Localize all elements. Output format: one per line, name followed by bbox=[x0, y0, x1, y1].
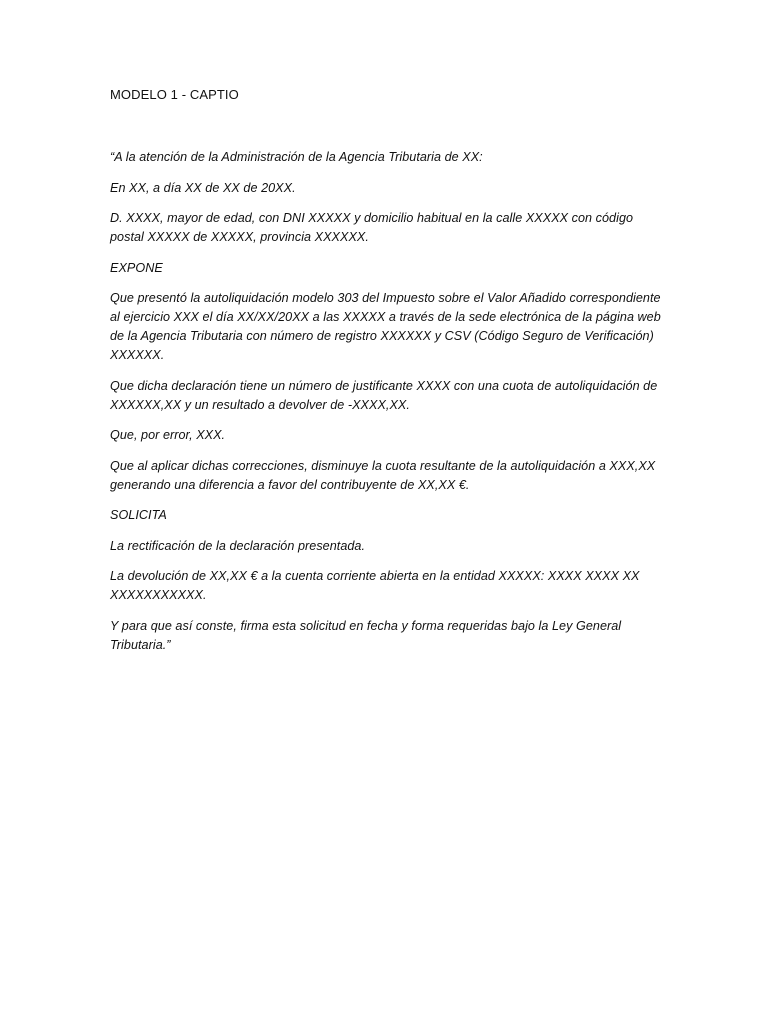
section-heading-expone: EXPONE bbox=[110, 260, 163, 275]
place-date: En XX, a día XX de XX de 20XX. bbox=[110, 180, 296, 195]
request-rectification: La rectificación de la declaración presentada. bbox=[110, 538, 366, 553]
statement-justificante: Que dicha declaración tiene un número de justificante XXXX con una cuota de autoliquidación de XXXXXX,XX y un resultado a devolver de -XXXX,XX. bbox=[110, 378, 658, 412]
statement-submission: Que presentó la autoliquidación modelo 303 del Impuesto sobre el Valor Añadido correspondiente al ejercicio XXX el día XX/XX/20XX a las XXXXX a través de la sede electrónica de la página web de la Agencia Tributaria con número de registro XXXXXX y CSV (Código Seguro de Verificación) XXXXXX. bbox=[110, 291, 661, 362]
salutation: “A la atención de la Administración de la Agencia Tributaria de XX: bbox=[110, 150, 483, 164]
document-title: MODELO 1 - CAPTIO bbox=[110, 87, 239, 102]
applicant-details: D. XXXX, mayor de edad, con DNI XXXXX y domicilio habitual en la calle XXXXX con código postal XXXXX de XXXXX, provincia XXXXXX. bbox=[110, 211, 634, 244]
section-heading-solicita: SOLICITA bbox=[110, 508, 167, 522]
letter-body bbox=[110, 148, 666, 666]
request-refund: La devolución de XX,XX € a la cuenta corriente abierta en la entidad XXXXX: XXXX XXXX XX XXXXXXXXXXX. bbox=[110, 569, 640, 602]
statement-error: Que, por error, XXX. bbox=[110, 428, 226, 442]
statement-corrections: Que al aplicar dichas correcciones, disminuye la cuota resultante de la autoliquidación a XXX,XX generando una diferencia a favor del contribuyente de XX,XX €. bbox=[110, 458, 656, 492]
document-page bbox=[110, 86, 666, 652]
closing-statement: Y para que así conste, firma esta solicitud en fecha y forma requeridas bajo la Ley General Tributaria.” bbox=[110, 618, 622, 652]
